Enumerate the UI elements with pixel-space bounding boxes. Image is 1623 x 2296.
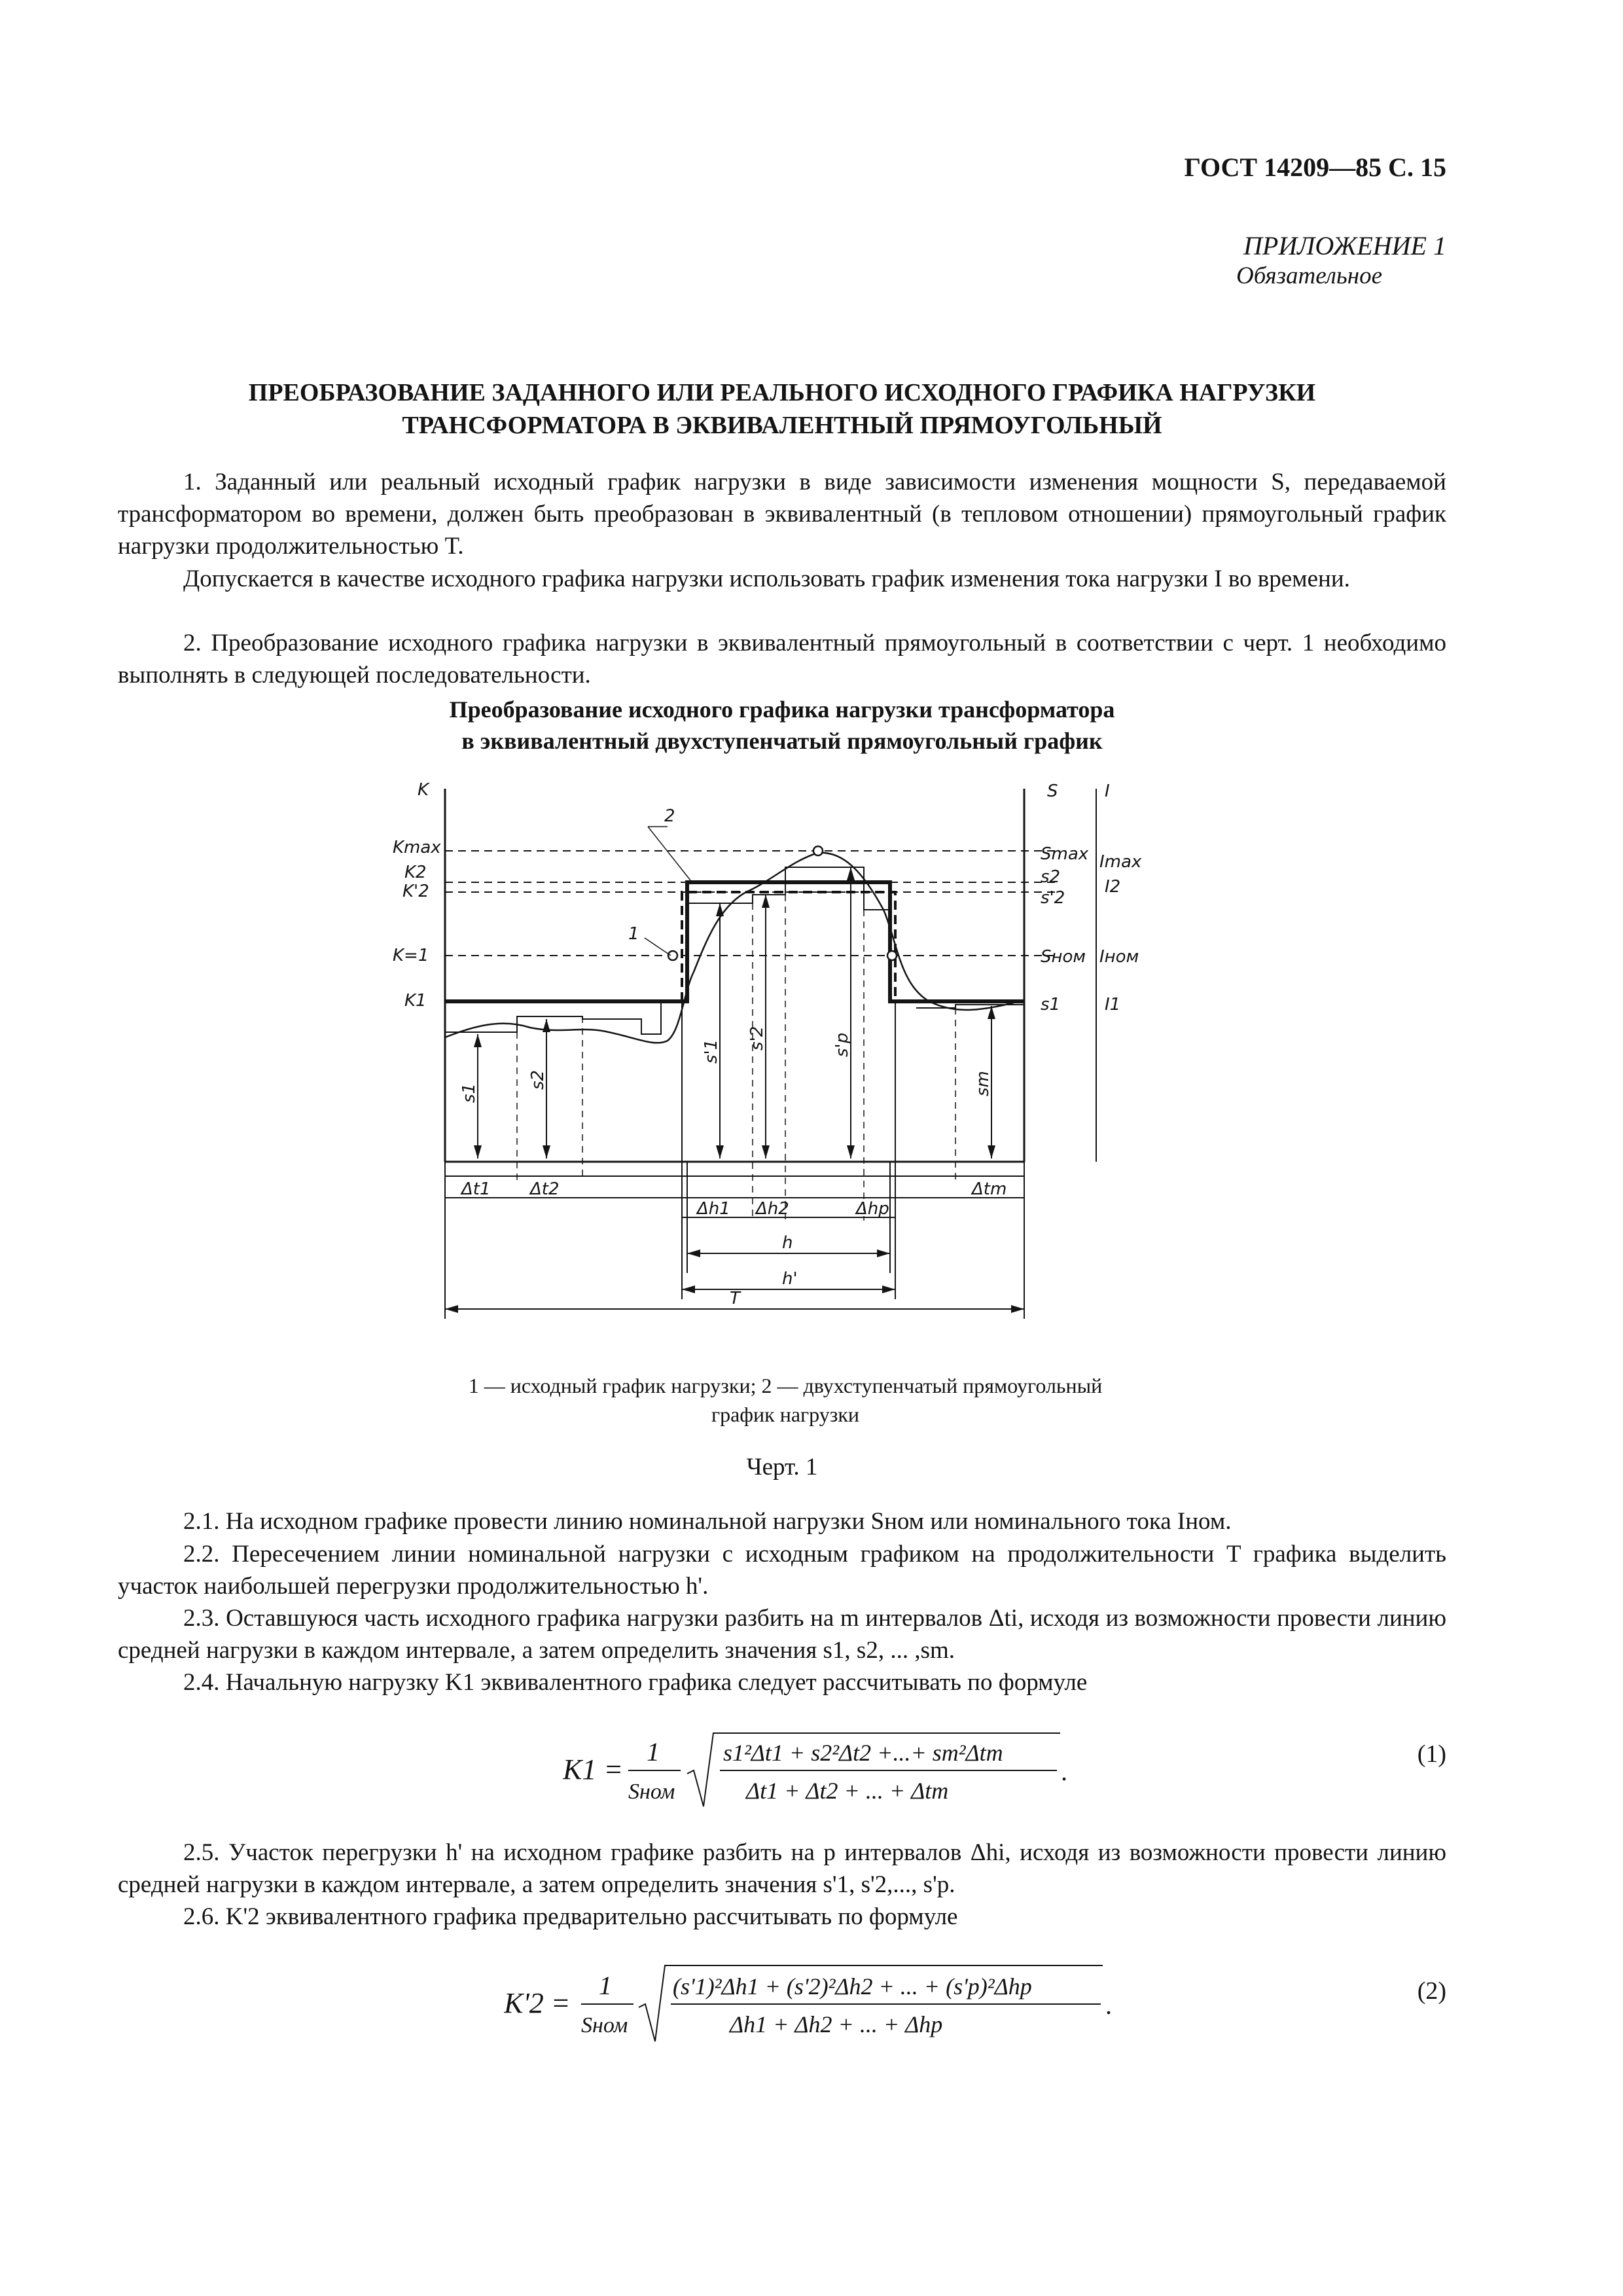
label-inom: Iном (1099, 947, 1139, 967)
title-line-1: ПРЕОБРАЗОВАНИЕ ЗАДАННОГО ИЛИ РЕАЛЬНОГО ИСХОДНОГО ГРАФИКА НАГРУЗКИ (248, 379, 1316, 406)
label-s1-right: s1 (1041, 995, 1061, 1014)
label-bar-sp-prime: s'p (832, 1032, 852, 1057)
step-2-1: 2.1. На исходном графике провести линию номинальной нагрузки Sном или номинального тока Iном. (183, 1508, 1232, 1535)
formula-2-numerator: (s'1)²Δh1 + (s'2)²Δh2 + ... + (s'p)²Δhp (673, 1973, 1032, 2000)
label-h-prime: h' (782, 1269, 798, 1289)
step-2-4: 2.4. Начальную нагрузку K1 эквивалентного графика следует рассчитывать по формуле (183, 1669, 1088, 1696)
label-bar-s1-prime: s'1 (702, 1039, 721, 1064)
drawing-legend (275, 1371, 1296, 1429)
formula-2 (504, 1960, 1119, 2056)
max-point (813, 846, 823, 855)
formula-1-svg (563, 1728, 1073, 1813)
formula-2-coef-den: Sном (581, 2013, 628, 2037)
paragraph-3: 2. Преобразование исходного графика нагрузки в эквивалентный прямоугольный в соответствии с черт. 1 необходимо выполнять в следующей последовательности. (118, 630, 1446, 689)
label-i2: I2 (1105, 877, 1121, 897)
legend-line-2: график нагрузки (711, 1403, 860, 1426)
document-title (118, 376, 1446, 442)
step-2-2: 2.2. Пересечением линии номинальной нагрузки с исходным графиком на продолжительности T графика выделить участок наибольшей перегрузки продолжительностью h'. (118, 1541, 1446, 1600)
label-s2-prime: s'2 (1041, 888, 1065, 908)
label-bar-s2-prime: s'2 (747, 1026, 767, 1050)
label-bar-sm: sm (973, 1071, 993, 1096)
left-intersection-point (668, 951, 677, 960)
formula-1 (563, 1728, 1073, 1820)
label-t: T (730, 1289, 740, 1308)
label-h: h (782, 1233, 793, 1253)
label-s2: s2 (1041, 867, 1061, 887)
label-s: S (1047, 781, 1058, 801)
formula-2-end: . (1106, 1990, 1113, 2020)
formula-2-number: (2) (1417, 1977, 1446, 2005)
drawing-title-line-2: в эквивалентный двухступенчатый прямоугольный график (461, 728, 1103, 754)
label-dtm: Δtm (972, 1179, 1007, 1199)
value-arrows (478, 867, 991, 1158)
formula-1-denominator: Δt1 + Δt2 + ... + Δtm (746, 1778, 949, 1804)
mandatory-label: Обязательное (1236, 262, 1382, 289)
interval-averages-left (445, 1001, 661, 1034)
right-intersection-point (887, 951, 897, 960)
label-bar-s1: s1 (459, 1083, 479, 1103)
formula-2-denominator: Δh1 + Δh2 + ... + Δhp (730, 2011, 943, 2037)
formula-1-number: (1) (1417, 1740, 1446, 1768)
label-dhp: Δhp (856, 1199, 889, 1219)
formula-2-lhs: K'2 = (504, 1987, 571, 2019)
formula-1-end: . (1061, 1757, 1068, 1786)
load-graph-diagram (366, 776, 1178, 1338)
label-dt2: Δt2 (530, 1179, 560, 1199)
legend-line-1: 1 — исходный график нагрузки; 2 — двухступенчатый прямоугольный (468, 1374, 1103, 1397)
label-bar-s2: s2 (528, 1069, 548, 1090)
step-2-6: 2.6. K'2 эквивалентного графика предварительно рассчитывать по формуле (183, 1903, 958, 1930)
label-k2: K2 (404, 863, 427, 882)
label-dt1: Δt1 (461, 1179, 491, 1199)
appendix-label: ПРИЛОЖЕНИЕ 1 (1243, 231, 1446, 260)
formula-1-numerator: s1²Δt1 + s2²Δt2 +...+ sm²Δtm (723, 1740, 1003, 1766)
formula-1-coef-num: 1 (647, 1737, 660, 1767)
label-curve-1: 1 (628, 924, 639, 944)
paragraph-2: Допускается в качестве исходного графика нагрузки использовать график изменения тока нагрузки I во времени. (183, 565, 1350, 592)
title-line-2: ТРАНСФОРМАТОРА В ЭКВИВАЛЕНТНЫЙ ПРЯМОУГОЛЬНЫЙ (402, 412, 1162, 439)
paragraph-1: 1. Заданный или реальный исходный график нагрузки в виде зависимости изменения мощности S, передаваемой трансформатором во времени, должен быть преобразован в эквивалентный (в тепловом отношении) прямоугольный график нагрузки продолжительностью T. (118, 469, 1446, 560)
label-kmax: Kmax (393, 838, 441, 857)
formula-1-lhs: K1 = (563, 1753, 624, 1785)
formula-2-coef-num: 1 (599, 1971, 612, 2000)
label-dh2: Δh2 (756, 1199, 789, 1219)
label-k: K (418, 780, 429, 800)
label-dh1: Δh1 (697, 1199, 730, 1219)
label-k-equals-1: K=1 (393, 946, 429, 965)
label-imax: Imax (1099, 852, 1142, 872)
label-k2-prime: K'2 (402, 882, 429, 901)
label-i1: I1 (1105, 995, 1121, 1014)
drawing-title-line-1: Преобразование исходного графика нагрузки трансформатора (449, 696, 1115, 723)
label-snom: Sном (1041, 947, 1086, 967)
label-smax: Smax (1041, 844, 1089, 864)
dimension-lines (445, 1001, 1024, 1319)
formula-1-coef-den: Sном (628, 1780, 675, 1804)
step-2-3: 2.3. Оставшуюся часть исходного графика нагрузки разбить на m интервалов Δti, исходя из возможности провести линию средней нагрузки в каждом интервале, а затем определить значения s1, s2, ... ,sm. (118, 1605, 1446, 1664)
label-k1: K1 (404, 991, 427, 1011)
formula-2-svg (504, 1960, 1119, 2049)
gost-page-header: ГОСТ 14209—85 С. 15 (1184, 152, 1446, 182)
interval-averages-right (916, 1005, 1024, 1008)
drawing-title (118, 694, 1446, 757)
drawing-caption: Черт. 1 (746, 1454, 818, 1480)
label-curve-2: 2 (664, 806, 675, 826)
step-2-5: 2.5. Участок перегрузки h' на исходном графике разбить на p интервалов Δhi, исходя из возможности провести линию средней нагрузки в каждом интервале, а затем определить значения s'1, s'2,..., s'p. (118, 1839, 1446, 1898)
label-i: I (1105, 781, 1110, 801)
